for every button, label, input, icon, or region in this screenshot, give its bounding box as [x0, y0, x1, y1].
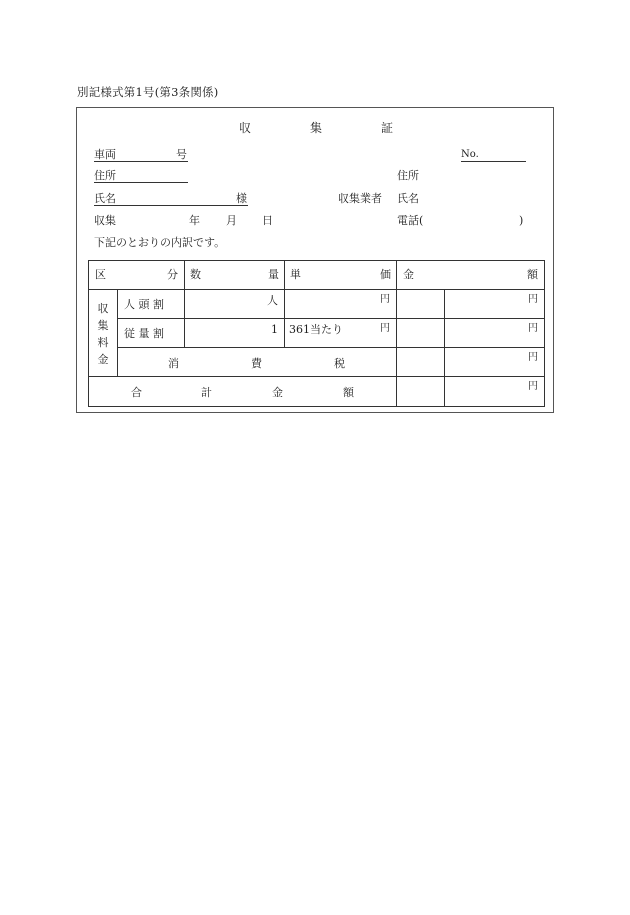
- fee-label-cell: [89, 290, 118, 377]
- tax-char-3: 税: [334, 357, 345, 370]
- by-volume-label: 従 量 割: [124, 327, 164, 340]
- day-label: 日: [262, 214, 273, 227]
- header-category-cell: [89, 261, 185, 290]
- table-header-row: [89, 261, 545, 290]
- by-volume-amount-spacer: [397, 319, 445, 348]
- fee-char-1: 収: [97, 302, 109, 315]
- total-label-cell: [89, 377, 397, 407]
- header-amount-cell: [397, 261, 545, 290]
- total-spacer: [397, 377, 445, 407]
- form-caption: 別記様式第1号(第3条関係): [77, 85, 219, 99]
- total-char-2: 計: [201, 386, 212, 399]
- collector-name-label: 氏名: [397, 192, 419, 205]
- breakdown-table: [88, 260, 545, 407]
- total-amount-cell: [445, 377, 545, 407]
- customer-name-underline: [94, 205, 248, 206]
- header-amount-right: 額: [527, 268, 538, 281]
- per-person-amount-yen: 円: [528, 294, 538, 305]
- total-yen: 円: [528, 381, 538, 392]
- customer-name-label: 氏名: [94, 192, 116, 205]
- header-unit-price-left: 単: [290, 268, 301, 281]
- header-category-right: 分: [167, 268, 178, 281]
- month-label: 月: [226, 214, 237, 227]
- fee-label-vertical: [96, 300, 110, 368]
- table-row-by-volume: [89, 319, 545, 348]
- by-volume-amount-yen: 円: [528, 323, 538, 334]
- customer-address-label: 住所: [94, 169, 116, 182]
- year-label: 年: [189, 214, 200, 227]
- per-person-label: 人 頭 割: [124, 298, 164, 311]
- breakdown-note: 下記のとおりの内訳です。: [94, 236, 226, 249]
- consumption-tax-label-cell: [118, 348, 397, 377]
- number-label: No.: [461, 149, 479, 160]
- per-person-label-cell: [118, 290, 185, 319]
- consumption-tax-amount-cell: [445, 348, 545, 377]
- header-unit-price-cell: [285, 261, 397, 290]
- number-underline: [461, 161, 526, 162]
- fee-char-3: 料: [97, 336, 109, 349]
- total-char-4: 額: [343, 386, 354, 399]
- per-person-unit-yen: 円: [380, 294, 390, 305]
- per-person-amount-spacer: [397, 290, 445, 319]
- header-quantity-cell: [185, 261, 285, 290]
- by-volume-amount-cell: [445, 319, 545, 348]
- tax-char-2: 費: [251, 357, 262, 370]
- title-char-1: 収: [239, 121, 252, 135]
- tax-char-1: 消: [168, 357, 179, 370]
- header-quantity-left: 数: [190, 268, 201, 281]
- fee-char-4: 金: [97, 353, 109, 366]
- consumption-tax-yen: 円: [528, 352, 538, 363]
- title-char-3: 証: [381, 121, 394, 135]
- table-row-consumption-tax: [89, 348, 545, 377]
- by-volume-unit-yen: 円: [380, 323, 390, 334]
- person-unit: 人: [267, 294, 278, 307]
- collector-address-label: 住所: [397, 169, 419, 182]
- collection-date-label: 収集: [94, 214, 116, 227]
- by-volume-label-cell: [118, 319, 185, 348]
- header-amount-left: 金: [403, 268, 414, 281]
- vehicle-number-suffix: 号: [176, 148, 187, 161]
- honorific-sama: 様: [236, 192, 247, 205]
- header-category-left: 区: [95, 268, 106, 281]
- header-quantity-right: 量: [268, 268, 279, 281]
- header-unit-price-right: 価: [380, 268, 391, 281]
- per-person-quantity-cell: [185, 290, 285, 319]
- by-volume-quantity: 1: [271, 323, 278, 336]
- vehicle-underline: [94, 161, 188, 162]
- per-person-amount-cell: [445, 290, 545, 319]
- table-row-per-person: [89, 290, 545, 319]
- title-char-2: 集: [310, 121, 323, 135]
- consumption-tax-spacer: [397, 348, 445, 377]
- customer-address-underline: [94, 182, 188, 183]
- table-row-total: [89, 377, 545, 407]
- collector-label: 収集業者: [338, 192, 382, 205]
- per-person-unit-price-cell: [285, 290, 397, 319]
- phone-close-paren: ): [519, 214, 524, 227]
- fee-char-2: 集: [97, 319, 109, 332]
- phone-label: 電話(: [397, 214, 424, 227]
- by-volume-unit-basis: 361当たり: [289, 323, 343, 336]
- total-char-3: 金: [272, 386, 283, 399]
- vehicle-label: 車両: [94, 148, 116, 161]
- total-char-1: 合: [131, 386, 142, 399]
- by-volume-quantity-cell: [185, 319, 285, 348]
- by-volume-unit-price-cell: [285, 319, 397, 348]
